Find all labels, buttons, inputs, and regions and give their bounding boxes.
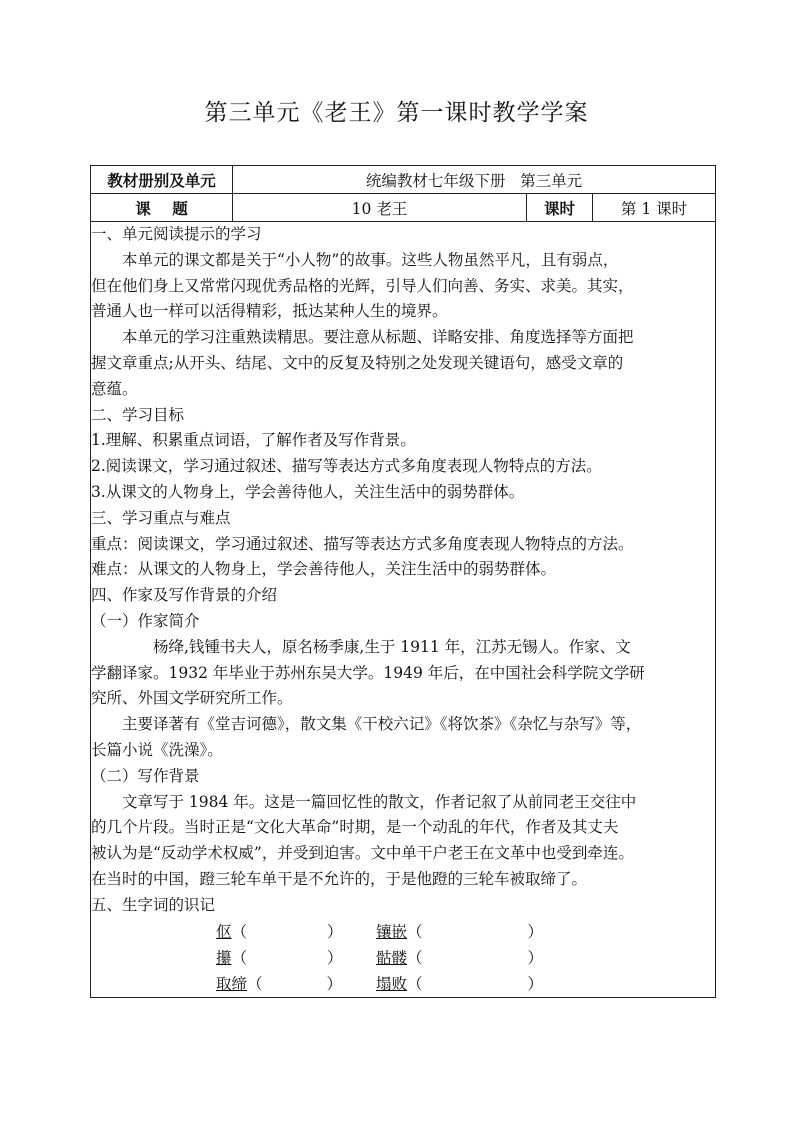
- paragraph-line: 普通人也一样可以活得精彩，抵达某种人生的境界。: [91, 302, 448, 321]
- paragraph-line: 主要译著有《堂吉诃德》，散文集《干校六记》《将饮茶》《杂忆与杂写》等，: [122, 715, 642, 734]
- vocab-word: 伛: [216, 922, 232, 941]
- difficulty-item: 难点：从课文的人物身上，学会善待他人，关注生活中的弱势群体。: [91, 560, 557, 579]
- paragraph-line: 握文章重点;从开头、结尾、文中的反复及特别之处发现关键语句，感受文章的: [91, 353, 624, 372]
- author-subheading: （一）作家简介: [91, 611, 200, 630]
- section-3-heading: 三、学习重点与难点: [91, 508, 231, 527]
- section-1-heading: 一、单元阅读提示的学习: [91, 225, 262, 243]
- header-row-topic: [91, 194, 716, 222]
- vocab-row: [216, 945, 715, 971]
- vocab-row: [216, 919, 715, 945]
- paragraph-line: 意蕴。: [91, 379, 138, 398]
- content-row: [91, 222, 716, 998]
- textbook-unit-label: 教材册别及单元: [91, 166, 233, 194]
- period-label: 课时: [527, 194, 593, 222]
- lesson-plan-table: [90, 165, 716, 998]
- vocab-word: 攥: [216, 948, 232, 967]
- vocab-word: 镶嵌: [376, 922, 408, 941]
- blank-open: （: [407, 922, 423, 941]
- objective-item: 3.从课文的人物身上，学会善待他人，关注生活中的弱势群体。: [91, 482, 525, 501]
- paragraph-line: 文章写于 1984 年。这是一篇回忆性的散文，作者记叙了从前同老王交往中: [122, 792, 637, 811]
- background-subheading: （二）写作背景: [91, 766, 200, 785]
- topic-label: 课 题: [91, 194, 233, 222]
- paragraph-line: 的几个片段。当时正是“文化大革命”时期，是一个动乱的年代，作者及其丈夫: [91, 818, 619, 837]
- blank-close: ）: [527, 948, 544, 967]
- blank-close: ）: [327, 948, 343, 967]
- objective-item: 2.阅读课文，学习通过叙述、描写等表达方式多角度表现人物特点的方法。: [91, 457, 602, 476]
- paragraph-line: 长篇小说《洗澡》。: [91, 740, 223, 759]
- blank-open: （: [231, 922, 248, 941]
- blank-close: ）: [327, 922, 343, 941]
- textbook-unit-value: 统编教材七年级下册 第三单元: [233, 166, 716, 194]
- objective-item: 1.理解、积累重点词语，了解作者及写作背景。: [91, 431, 416, 450]
- blank-open: （: [247, 974, 263, 993]
- paragraph-line: 本单元的课文都是关于“小人物”的故事。这些人物虽然平凡，且有弱点，: [122, 250, 619, 269]
- vocab-word: 骷髅: [376, 948, 408, 967]
- content-cell: [91, 222, 716, 998]
- blank-open: （: [407, 974, 423, 993]
- header-row-unit: [91, 166, 716, 194]
- paragraph-line: 究所、外国文学研究所工作。: [91, 689, 293, 708]
- page-title: 第三单元《老王》第一课时教学学案: [204, 100, 589, 126]
- topic-value: 10 老王: [233, 194, 527, 222]
- vocab-word: 取缔: [216, 974, 248, 993]
- paragraph-line: 本单元的学习注重熟读精思。要注意从标题、详略安排、角度选择等方面把: [122, 328, 634, 347]
- paragraph-line: 被认为是“反动学术权威”，并受到迫害。文中单干户老王在文革中也受到牵连。: [91, 844, 634, 863]
- section-5-heading: 五、生字词的识记: [91, 895, 216, 914]
- key-point-item: 重点：阅读课文，学习通过叙述、描写等表达方式多角度表现人物特点的方法。: [91, 534, 634, 553]
- paragraph-line: 在当时的中国，蹬三轮车单干是不允许的，于是他蹬的三轮车被取缔了。: [91, 869, 588, 888]
- blank-close: ）: [527, 974, 544, 993]
- blank-close: ）: [527, 922, 544, 941]
- section-4-heading: 四、作家及写作背景的介绍: [91, 586, 278, 605]
- vocab-row: [216, 971, 715, 997]
- blank-open: （: [231, 948, 248, 967]
- paragraph-line: 学翻译家。1932 年毕业于苏州东吴大学。1949 年后，在中国社会科学院文学研: [91, 663, 645, 682]
- section-2-heading: 二、学习目标: [91, 405, 185, 424]
- vocab-word: 塌败: [376, 974, 408, 993]
- vocab-list: [216, 919, 715, 997]
- blank-open: （: [407, 948, 423, 967]
- paragraph-line: 杨绛,钱锺书夫人，原名杨季康,生于 1911 年，江苏无锡人。作家、文: [153, 637, 631, 656]
- paragraph-line: 但在他们身上又常常闪现优秀品格的光辉，引导人们向善、务实、求美。其实，: [91, 276, 634, 295]
- period-value: 第 1 课时: [593, 194, 716, 222]
- blank-close: ）: [326, 974, 343, 993]
